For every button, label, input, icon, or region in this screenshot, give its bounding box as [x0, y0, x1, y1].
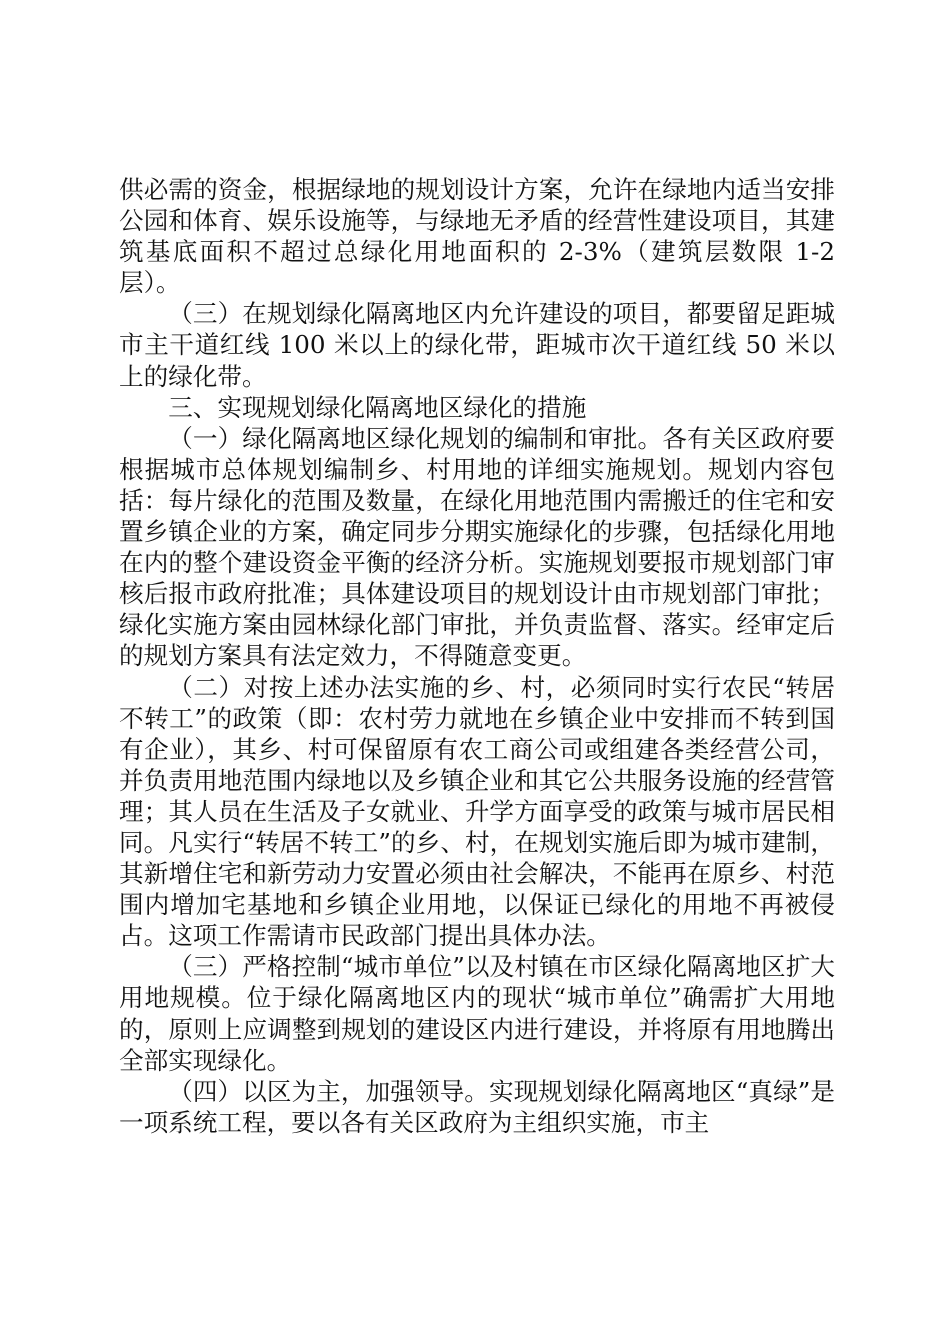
paragraph-funding-continuation: 供必需的资金，根据绿地的规划设计方案，允许在绿地内适当安排公园和体育、娱乐设施等，与绿地无矛盾的经营性建设项目，其建筑基底面积不超过总绿化用地面积的 2-3%（建筑层数限 1-2 层）。 — [119, 175, 835, 298]
document-body — [119, 174, 835, 1138]
paragraph-item-1-planning: （一）绿化隔离地区绿化规划的编制和审批。各有关区政府要根据城市总体规划编制乡、村用地的详细实施规划。规划内容包括：每片绿化的范围及数量，在绿化用地范围内需搬迁的住宅和安置乡镇企业的方案，确定同步分期实施绿化的步骤，包括绿化用地在内的整个建设资金平衡的经济分析。实施规划要报市规划部门审核后报市政府批准；具体建设项目的规划设计由市规划部门审批；绿化实施方案由园林绿化部门审批，并负责监督、落实。经审定后的规划方案具有法定效力，不得随意变更。 — [119, 423, 835, 671]
paragraph-item-4-leadership: （四）以区为主，加强领导。实现规划绿化隔离地区“真绿”是一项系统工程，要以各有关区政府为主组织实施，市主 — [119, 1076, 835, 1137]
paragraph-item-2-policy: （二）对按上述办法实施的乡、村，必须同时实行农民“转居不转工”的政策（即：农村劳力就地在乡镇企业中安排而不转到国有企业），其乡、村可保留原有农工商公司或组建各类经营公司，并负责用地范围内绿地以及乡镇企业和其它公共服务设施的经营管理；其人员在生活及子女就业、升学方面享受的政策与城市居民相同。凡实行“转居不转工”的乡、村，在规划实施后即为城市建制，其新增住宅和新劳动力安置必须由社会解决，不能再在原乡、村范围内增加宅基地和乡镇企业用地，以保证已绿化的用地不再被侵占。这项工作需请市民政部门提出具体办法。 — [119, 672, 835, 951]
paragraph-item-3-control: （三）严格控制“城市单位”以及村镇在市区绿化隔离地区扩大用地规模。位于绿化隔离地区内的现状“城市单位”确需扩大用地的，原则上应调整到规划的建设区内进行建设，并将原有用地腾出全部实现绿化。 — [119, 952, 835, 1075]
section-heading-measures: 三、实现规划绿化隔离地区绿化的措施 — [168, 392, 587, 422]
paragraph-item-3-greenbelt: （三）在规划绿化隔离地区内允许建设的项目，都要留足距城市主干道红线 100 米以上的绿化带，距城市次干道红线 50 米以上的绿化带。 — [119, 299, 835, 391]
